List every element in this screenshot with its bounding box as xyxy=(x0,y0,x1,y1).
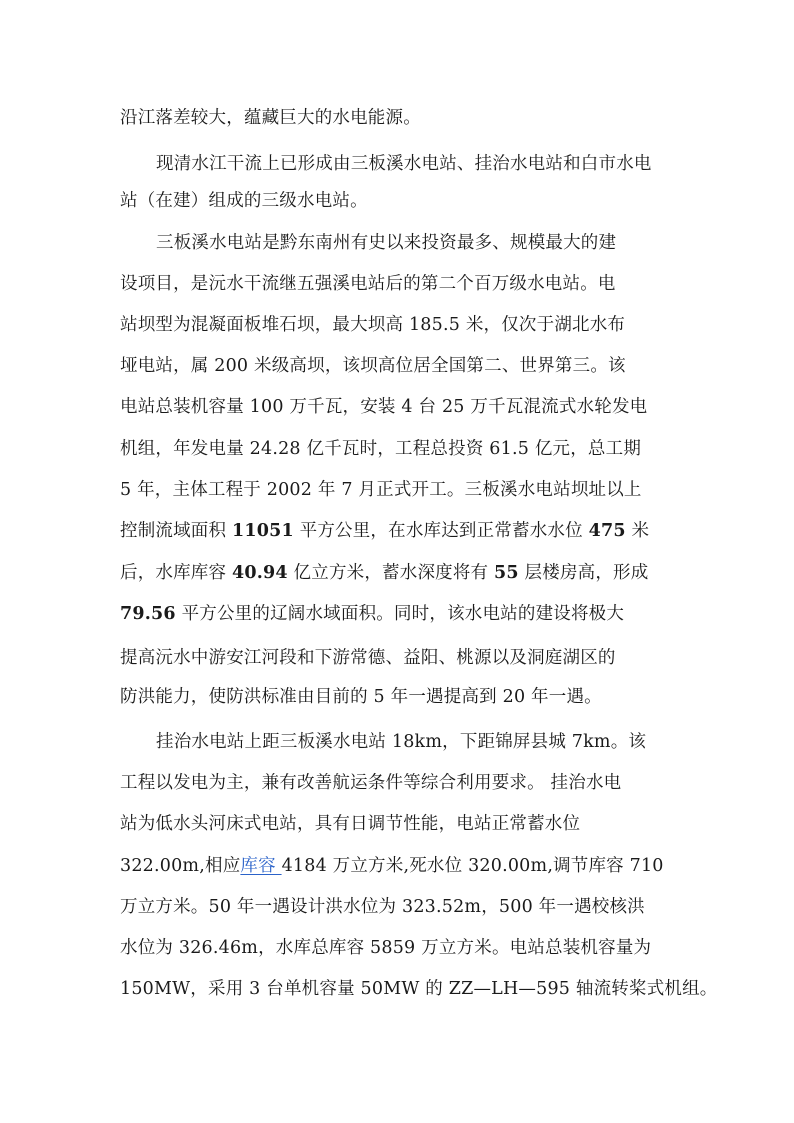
text-line: 水位为 326.46m，水库总库容 5859 万立方米。电站总装机容量为 xyxy=(120,938,652,958)
text-line: 挂治水电站上距三板溪水电站 18km，下距锦屏县城 7km。该 xyxy=(156,732,647,752)
storage-capacity-link[interactable]: 库容 xyxy=(240,856,282,876)
text-line: 设项目，是沅水干流继五强溪电站后的第二个百万级水电站。电 xyxy=(120,274,616,294)
text-line: 站坝型为混凝面板堆石坝，最大坝高 185.5 米，仅次于湖北水布 xyxy=(120,315,626,335)
text-line: 防洪能力，使防洪标准由目前的 5 年一遇提高到 20 年一遇。 xyxy=(120,687,602,707)
text-line: 工程以发电为主，兼有改善航运条件等综合利用要求。 挂治水电 xyxy=(120,773,622,793)
text-line: 电站总装机容量 100 万千瓦，安装 4 台 25 万千瓦混流式水轮发电 xyxy=(120,397,648,417)
text-span: 后，水库库容 xyxy=(120,563,232,583)
text-span: 层楼房高，形成 xyxy=(518,563,649,583)
text-line xyxy=(120,561,648,585)
text-line xyxy=(120,519,649,543)
bold-number: 11051 xyxy=(231,521,294,541)
text-line: 沿江落差较大，蕴藏巨大的水电能源。 xyxy=(120,108,421,128)
text-line: 150MW，采用 3 台单机容量 50MW 的 ZZ—LH—595 轴流转桨式机组。 xyxy=(120,979,718,999)
text-line: 现清水江干流上已形成由三板溪水电站、挂治水电站和白市水电 xyxy=(156,154,652,174)
bold-number: 40.94 xyxy=(231,563,288,583)
text-span: 米 xyxy=(625,521,650,541)
text-span: 平方公里的辽阔水域面积。同时，该水电站的建设将极大 xyxy=(175,604,625,624)
text-line: 万立方米。50 年一遇设计洪水位为 323.52m，500 年一遇校核洪 xyxy=(120,897,645,917)
text-line: 三板溪水电站是黔东南州有史以来投资最多、规模最大的建 xyxy=(156,233,617,253)
text-line: 垭电站，属 200 米级高坝，该坝高位居全国第二、世界第三。该 xyxy=(120,356,626,376)
text-line: 站为低水头河床式电站，具有日调节性能，电站正常蓄水位 xyxy=(120,814,581,834)
text-span: 4184 万立方米,死水位 320.00m,调节库容 710 xyxy=(281,856,664,876)
bold-number: 79.56 xyxy=(120,604,176,624)
bold-number: 55 xyxy=(494,563,519,583)
text-span: 亿立方米，蓄水深度将有 xyxy=(287,563,495,583)
text-line xyxy=(120,602,624,626)
text-line: 5 年，主体工程于 2002 年 7 月正式开工。三板溪水电站坝址以上 xyxy=(120,480,642,500)
text-line: 机组，年发电量 24.28 亿千瓦时，工程总投资 61.5 亿元，总工期 xyxy=(120,439,642,459)
bold-number: 475 xyxy=(588,521,626,541)
text-span: 322.00m,相应 xyxy=(120,856,241,876)
text-line: 站（在建）组成的三级水电站。 xyxy=(120,191,368,211)
text-line xyxy=(120,854,664,878)
text-span: 控制流域面积 xyxy=(120,521,232,541)
text-line: 提高沅水中游安江河段和下游常德、益阳、桃源以及洞庭湖区的 xyxy=(120,648,616,668)
text-span: 平方公里，在水库达到正常蓄水水位 xyxy=(293,521,589,541)
